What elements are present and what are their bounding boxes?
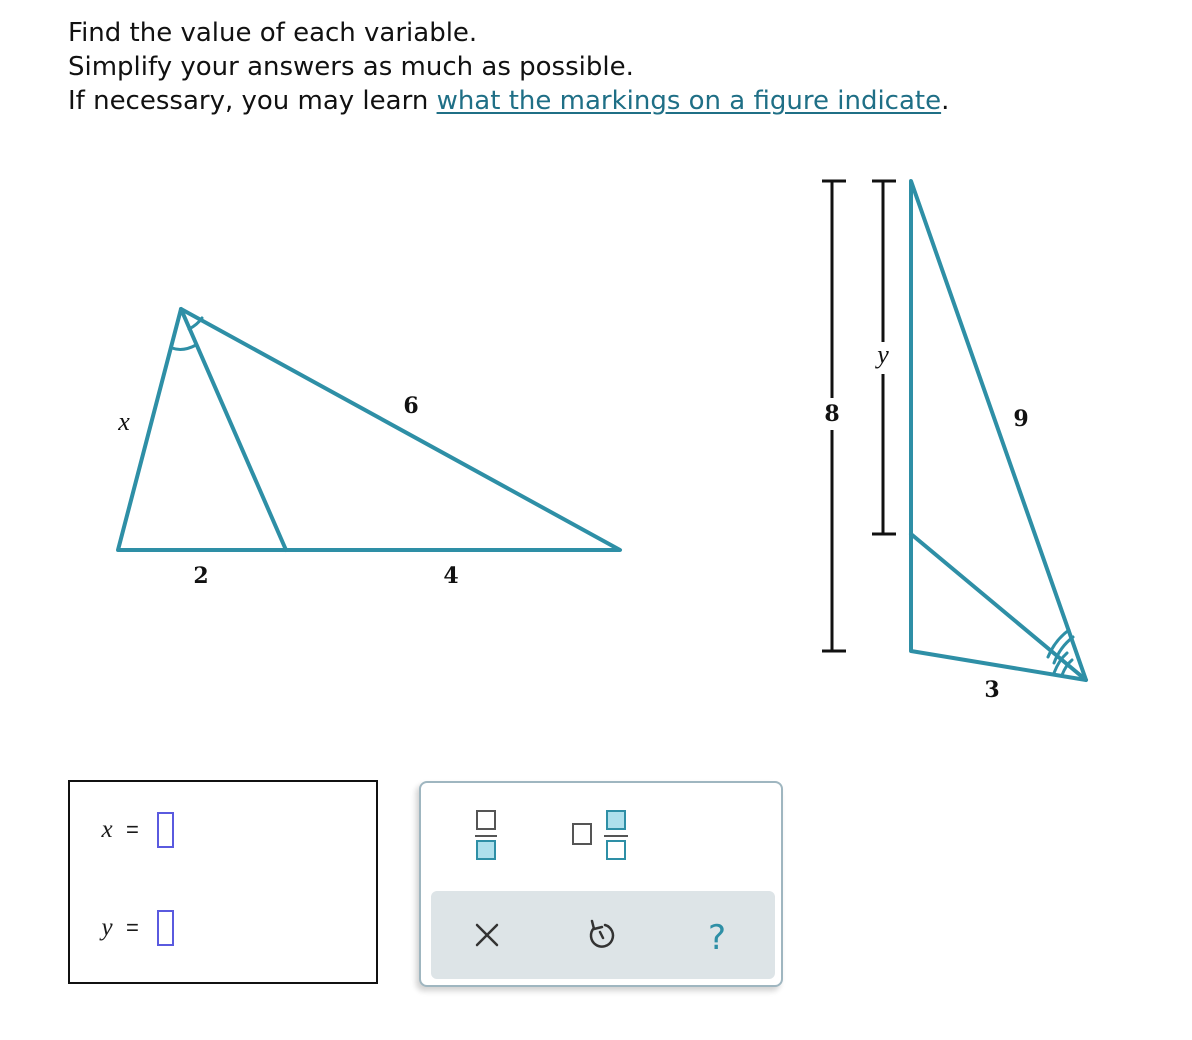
label-3: 3 [984, 677, 1000, 703]
answer-x-equals: = [126, 817, 139, 842]
fraction-button[interactable] [467, 807, 507, 867]
mixed-number-icon [567, 807, 637, 867]
label-4: 4 [443, 563, 459, 589]
clear-button[interactable] [457, 905, 517, 965]
clear-icon [457, 905, 517, 965]
label-8: 8 [824, 401, 840, 427]
answer-row-y [96, 910, 174, 946]
answer-box [68, 780, 378, 984]
mixed-number-button[interactable] [567, 807, 637, 867]
help-button[interactable] [687, 905, 747, 965]
answer-y-equals: = [126, 915, 139, 940]
markings-help-link[interactable]: what the markings on a figure indicate [436, 86, 942, 116]
y-answer-input[interactable] [157, 910, 174, 946]
instruction-line-3-suffix: . [941, 86, 950, 116]
label-2: 2 [193, 563, 209, 589]
keypad-actions-bar [431, 891, 775, 979]
x-answer-input[interactable] [157, 812, 174, 848]
help-glyph: ? [707, 918, 727, 958]
label-x: x [118, 407, 130, 436]
math-keypad [419, 781, 783, 987]
undo-button[interactable] [571, 905, 631, 965]
answer-x-variable: x [101, 816, 113, 843]
label-y: y [877, 340, 889, 369]
instruction-line-2: Simplify your answers as much as possible. [68, 52, 634, 82]
angle-mark-1b [189, 318, 202, 329]
help-icon [687, 905, 747, 965]
fraction-icon [467, 807, 507, 867]
label-6: 6 [403, 393, 419, 419]
undo-icon [571, 905, 631, 965]
angle-mark-1a [172, 345, 196, 349]
label-9: 9 [1013, 406, 1029, 432]
instruction-line-3-prefix: If necessary, you may learn [68, 86, 437, 116]
answer-row-x [96, 812, 174, 848]
instruction-line-1: Find the value of each variable. [68, 18, 478, 48]
answer-y-variable: y [101, 914, 113, 941]
